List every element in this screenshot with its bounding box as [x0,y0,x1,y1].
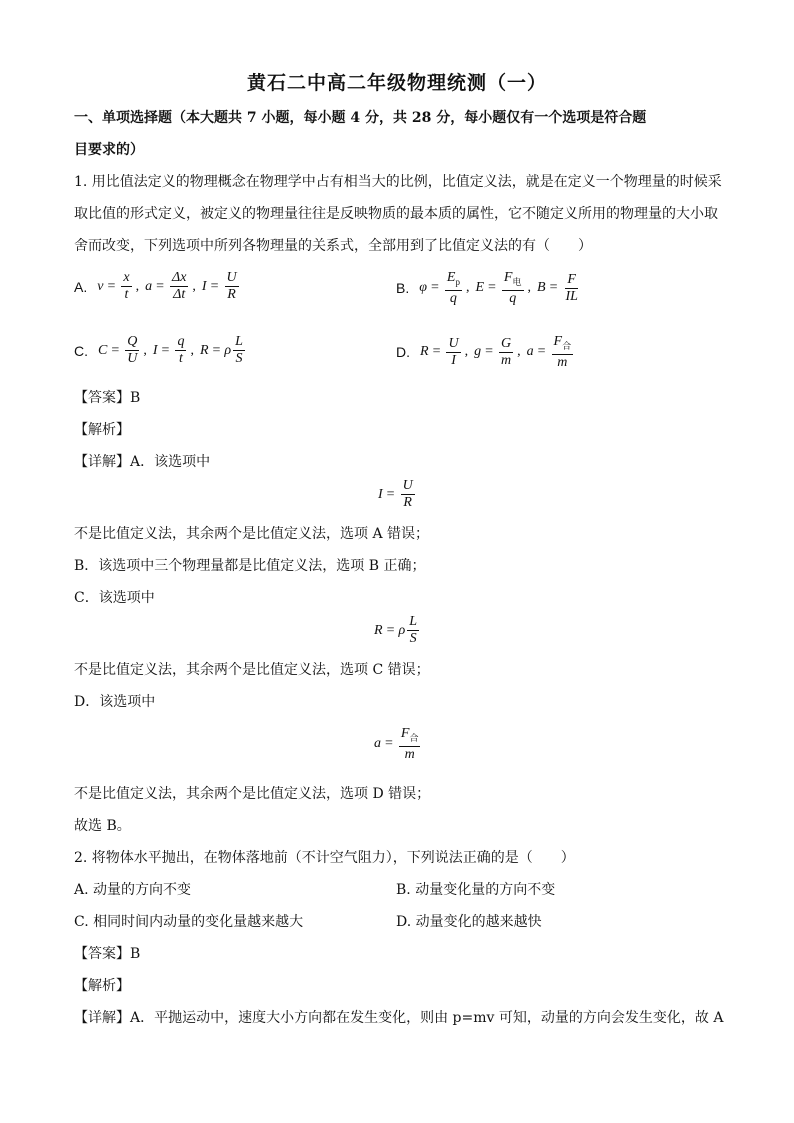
q1-option-d: D. R = $\frac{U}{I}$ , g = $\frac{G}{m}$ , a = $\frac{F_合}{m}$ [396,334,572,370]
q1-option-b-label: B. [396,280,410,297]
q1-option-b: B. φ = $\frac{E_p}{q}$ , E = $\frac{F_电}{q}$ , B = $\frac{F}{IL}$ [396,270,578,306]
q2-answer: 【答案】B [74,946,141,962]
q1-option-a: A. v = $\frac{x}{t}$ , a = $\frac{\Delta x}{\Delta t}$ , I = $\frac{U}{R}$ [74,270,237,302]
q1-analysis-heading: 【解析】 [74,422,130,438]
q2-analysis-heading: 【解析】 [74,978,130,994]
q1-stem-line1: 1. 用比值法定义的物理概念在物理学中占有相当大的比例，比值定义法，就是在定义一个物理量的时候采 [74,174,722,190]
q1-equation-ohm: I = $\frac{U}{R}$ [378,478,413,510]
q2-option-a: A. 动量的方向不变 [74,882,192,898]
q2-option-d: D. 动量变化的越来越快 [396,914,542,930]
section-heading-line1: 一、单项选择题（本大题共 7 小题，每小题 4 分，共 28 分，每小题仅有一个选项是符合题 [74,110,647,126]
q2-option-c: C. 相同时间内动量的变化量越来越大 [74,914,304,930]
q1-detail-d: D．该选项中 [74,694,156,710]
page-title: 黄石二中高二年级物理统测（一） [246,72,547,94]
q1-answer: 【答案】B [74,390,141,406]
q2-stem: 2. 将物体水平抛出，在物体落地前（不计空气阻力），下列说法正确的是（ ） [74,850,575,866]
q1-option-c: C. C = $\frac{Q}{U}$ , I = $\frac{q}{t}$ , R = ρ $\frac{L}{S}$ [74,334,243,366]
q1-stem-line3: 舍而改变，下列选项中所列各物理量的关系式，全部用到了比值定义法的有（ ） [74,238,592,254]
q1-text-b: B．该选项中三个物理量都是比值定义法，选项 B 正确； [74,558,426,574]
q1-text-d: 不是比值定义法，其余两个是比值定义法，选项 D 错误； [74,786,431,802]
q1-option-a-label: A. [74,278,88,295]
q1-option-c-label: C. [74,342,88,359]
q1-text-c: 不是比值定义法，其余两个是比值定义法，选项 C 错误； [74,662,430,678]
q1-detail-c: C．该选项中 [74,590,155,606]
q1-detail-a: 【详解】A．该选项中 [74,454,211,470]
q1-conclusion: 故选 B。 [74,818,131,834]
q1-equation-acceleration: a = $\frac{F_合}{m}$ [374,726,419,762]
section-heading-line2: 目要求的） [74,142,144,158]
q1-option-d-label: D. [396,344,410,361]
q1-text-a: 不是比值定义法，其余两个是比值定义法，选项 A 错误； [74,526,430,542]
q1-stem-line2: 取比值的形式定义，被定义的物理量往往是反映物质的最本质的属性，它不随定义所用的物理量的大小取 [74,206,718,222]
q2-detail-a: 【详解】A．平抛运动中，速度大小方向都在发生变化，则由 p=mv 可知，动量的方向会发生变化，故 A [74,1010,724,1026]
q1-equation-resistance: R = ρ $\frac{L}{S}$ [374,614,417,646]
q2-option-b: B. 动量变化量的方向不变 [396,882,556,898]
